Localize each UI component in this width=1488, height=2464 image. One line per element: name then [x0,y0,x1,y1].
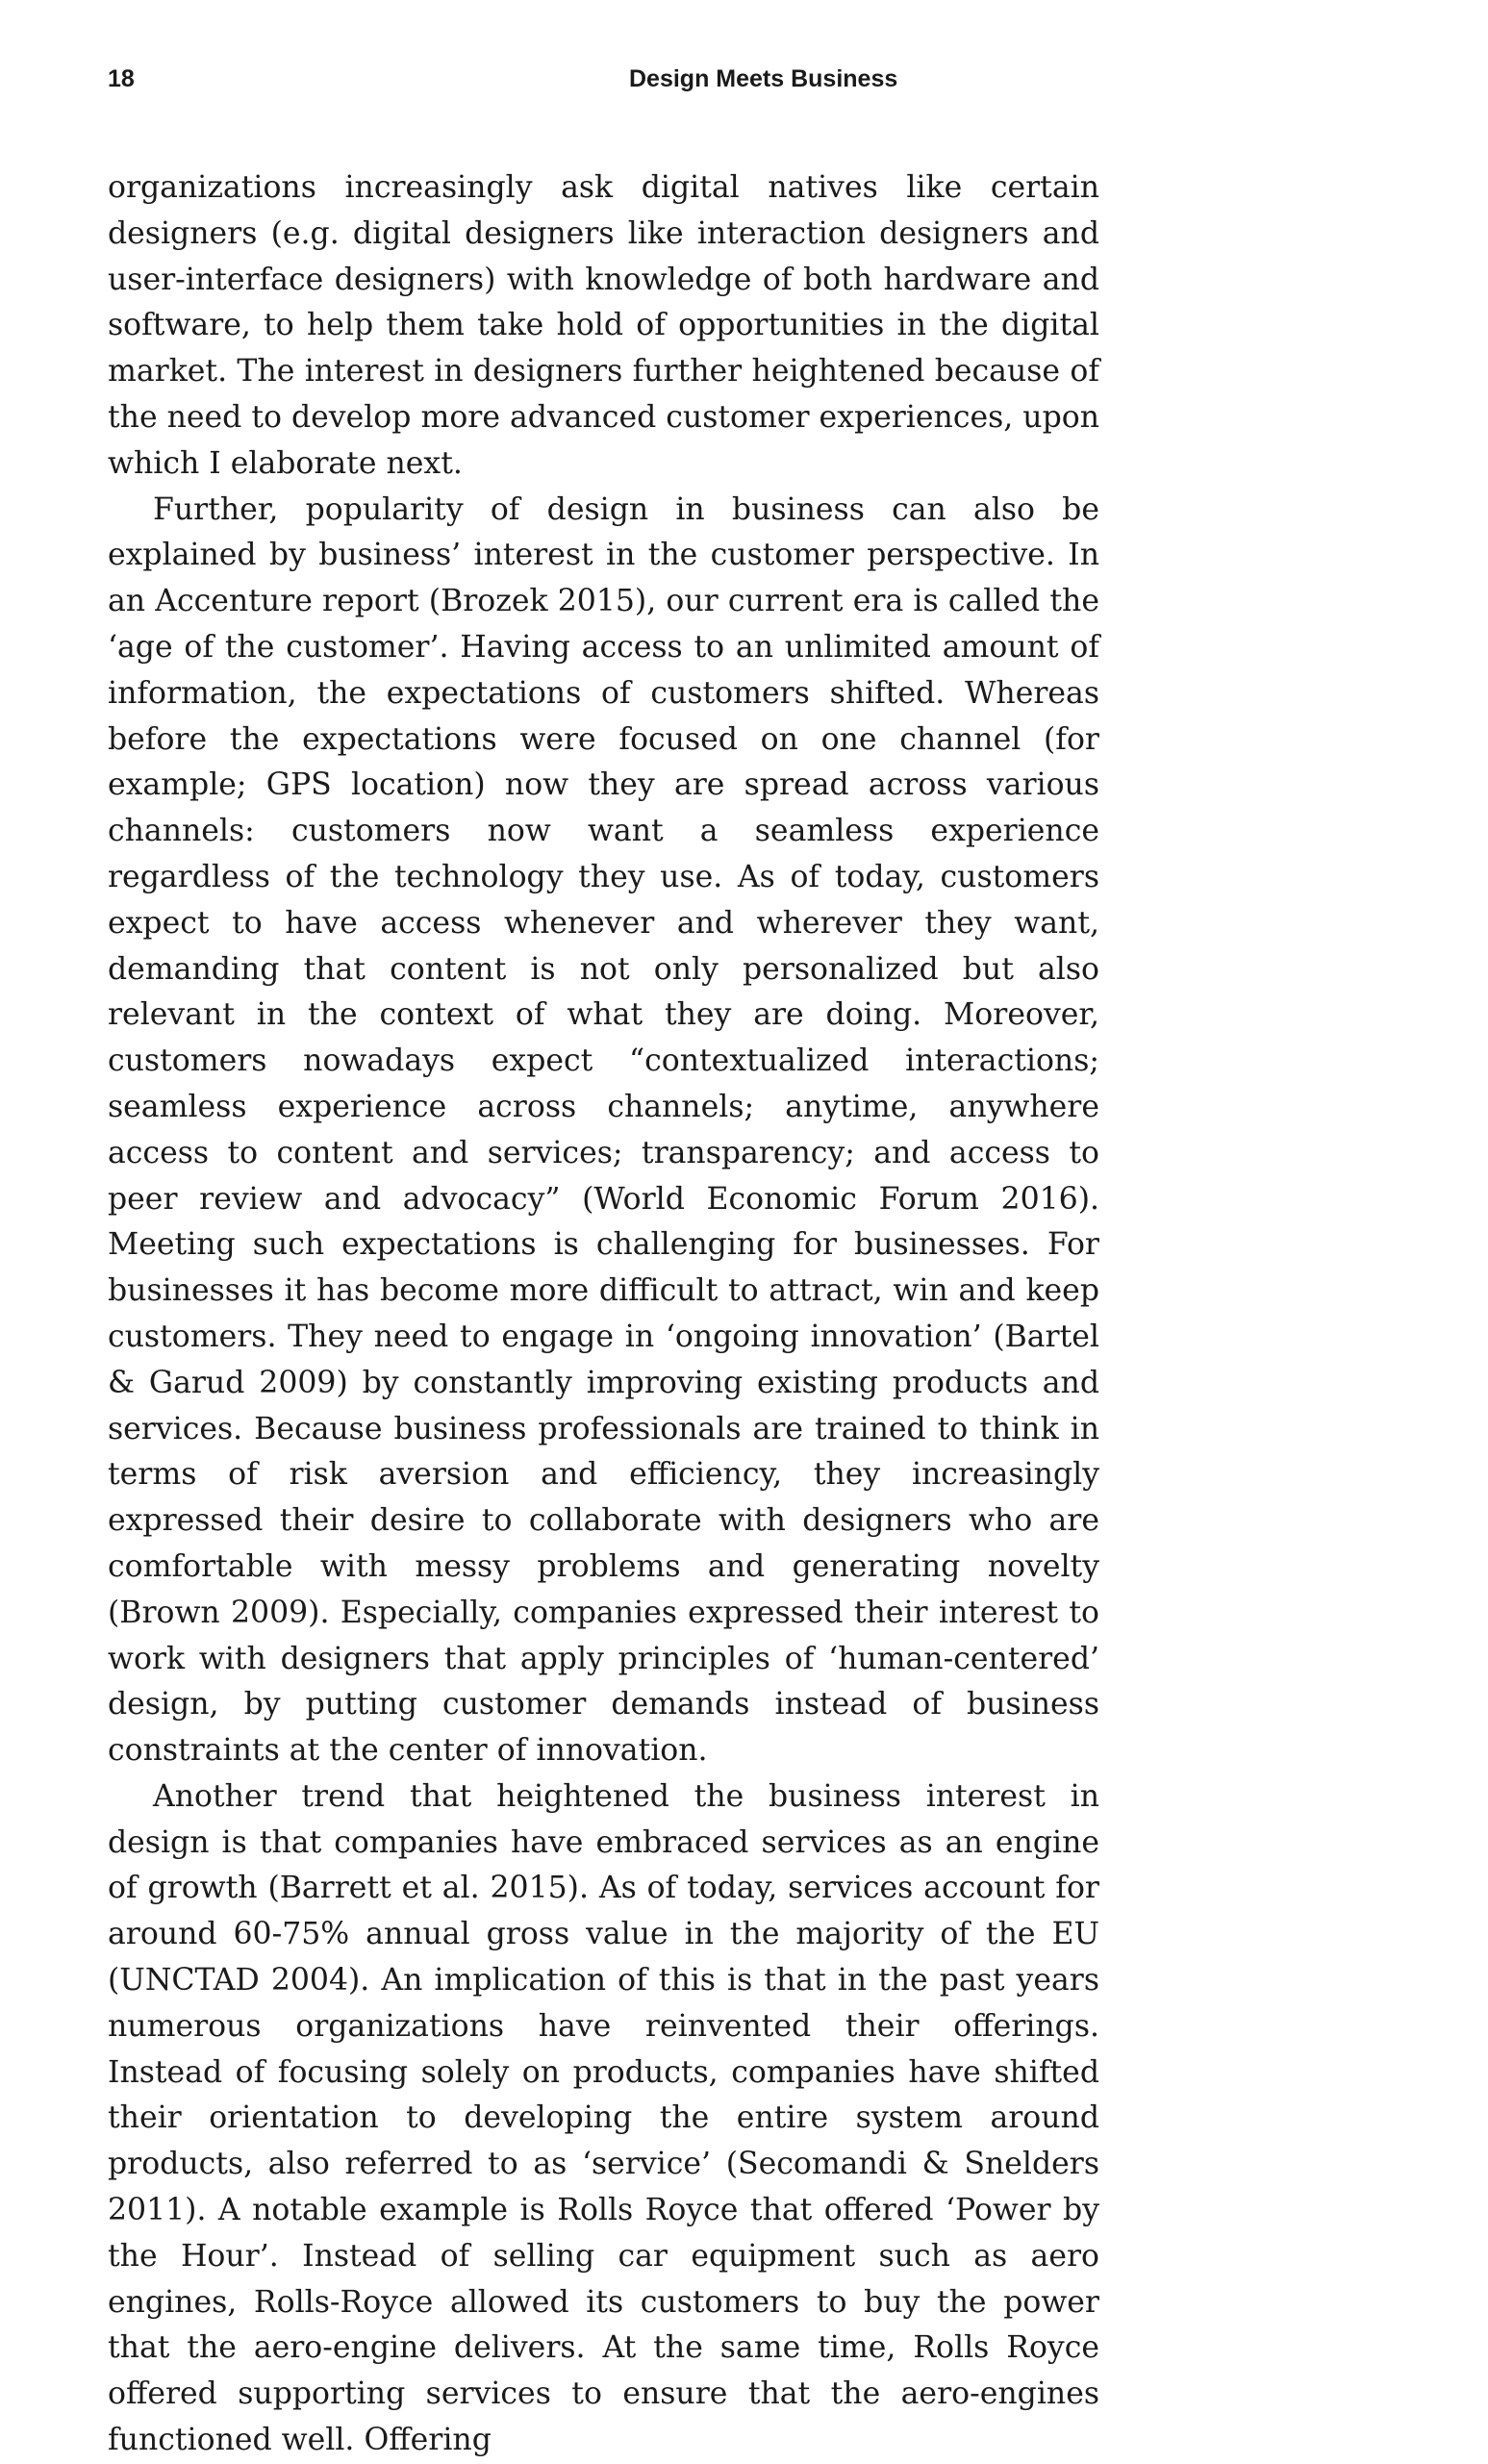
running-title: Design Meets Business [629,65,898,92]
paragraph: Further, popularity of design in business can also be explained by business’ interest in the customer perspective. In an Accenture report (Brozek 2015), our current era is called the ‘age of the customer’. Having access to an unlimited amount of information, the expectations of customers shifted. Whereas before the expectations were focused on one channel (for example; GPS location) now they are spread across various channels: customers now want a seamless experience regardless of the technology they use. As of today, customers expect to have access whenever and wherever they want, demanding that content is not only personalized but also relevant in the context of what they are doing. Moreover, customers nowadays expect “contextualized interactions; seamless experience across channels; anytime, anywhere access to content and services; transparency; and access to peer review and advocacy” (World Economic Forum 2016). Meeting such expectations is challenging for businesses. For businesses it has become more difficult to attract, win and keep customers. They need to engage in ‘ongoing innovation’ (Bartel & Garud 2009) by constantly improving existing products and services. Because business professionals are trained to think in terms of risk aversion and efficiency, they increasingly expressed their desire to collaborate with designers who are comfortable with messy problems and generating novelty (Brown 2009). Especially, companies expressed their interest to work with designers that apply principles of ‘human-centered’ design, by putting customer demands instead of business constraints at the center of innovation. [108,491,1099,1769]
page-number: 18 [108,65,135,92]
running-header [108,65,1099,104]
paragraph: Another trend that heightened the business interest in design is that companies have embraced services as an engine of growth (Barrett et al. 2015). As of today, services account for around 60-75% annual gross value in the majority of the EU (UNCTAD 2004). An implication of this is that in the past years numerous organizations have reinvented their offerings. Instead of focusing solely on products, companies have shifted their orientation to developing the entire system around products, also referred to as ‘service’ (Secomandi & Snelders 2011). A notable example is Rolls Royce that offered ‘Power by the Hour’. Instead of selling car equipment such as aero engines, Rolls-Royce allowed its customers to buy the power that the aero-engine delivers. At the same time, Rolls Royce offered supporting services to ensure that the aero-engines functioned well. Offering [108,1778,1099,2458]
paragraph-continued: organizations increasingly ask digital natives like certain designers (e.g. digital designers like interaction designers and user-interface designers) with knowledge of both hardware and software, to help them take hold of opportunities in the digital market. The interest in designers further heightened because of the need to develop more advanced customer experiences, upon which I elaborate next. [108,170,1100,481]
body-text [108,165,1099,2464]
